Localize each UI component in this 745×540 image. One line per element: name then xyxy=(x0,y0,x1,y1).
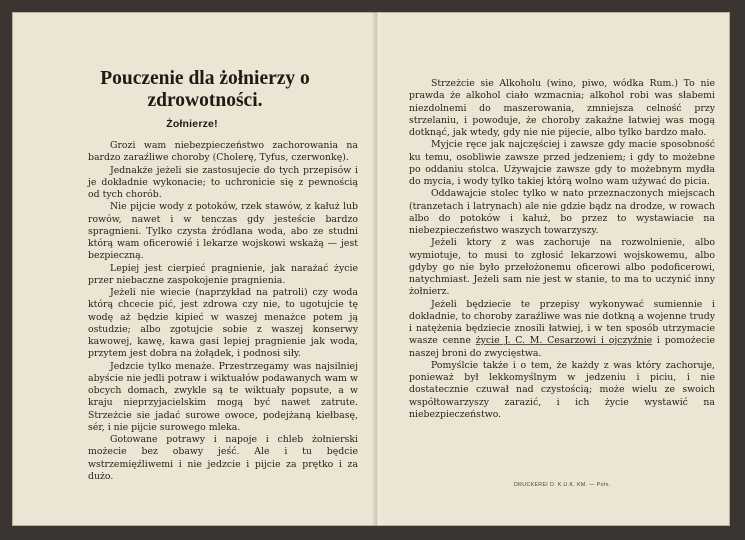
document-title: Pouczenie dla żołnierzy o zdrowotności. xyxy=(100,68,310,111)
paragraph: Jednakże jeżeli sie zastosujecie do tych przepisów i je dokładnie wykonacie; to uchronicie się z pewnością od tych chorób. xyxy=(88,164,358,200)
underlined-phrase: życie J. C. M. Cesarzowi i ojczyźnie xyxy=(475,335,653,347)
paragraph: Strzeżcie sie Alkoholu (wino, piwo, wódka Rum.) To nie prawda że alkohol ciało wzmacnia; alkohol robi was słabemi niezdolnemi do maszerowania, zmniejsza celność przy strzelaniu, i powoduje, że choroby zakaźne łatwiej was mogą dotknąć, jak wtedy, gdy nie nie pijecie, albo tylko bardzo mało. xyxy=(409,78,715,138)
right-body xyxy=(409,78,715,421)
paragraph: Jedzcie tylko menaże. Przestrzegamy was najsilniej abyście nie jedli potraw i wiktuałów podawanych wam w obcych domach, zwykle są te wiktuały popsute, a w kraju nieprzyjacielskim mogą być nawet zatrute. Strzeżcie sie jadać surowe owoce, podejżaną kiełbasę, sér, i nie pijcie surowego mleka. xyxy=(88,360,358,433)
paragraph: Jeżeli ktory z was zachoruje na rozwolnienie, albo wymiotuje, to musi to zgłosić lekarzowi wojskowemu, albo gdyby go nie było przełożonemu oficerowi albo podoficerowi, natychmiast. Jeżeli sam nie jest w stanie, to ma to uczynić inny żołnierz. xyxy=(409,237,715,298)
paragraph: Pomyślcie także i o tem, że każdy z was który zachoruje, ponieważ był lekkomyślnym w jedzeniu i piciu, i nie dostatecznie czuwał nad czystością; może wielu ze swoich współtowarzyszy zarazić, i ich życie wystawić na niebezpieczeństwo. xyxy=(409,359,715,420)
paragraph-text: i pomożecie naszej broni do zwycięstwa. xyxy=(409,335,715,359)
right-page xyxy=(382,12,730,526)
left-page xyxy=(12,12,372,526)
document-sheet xyxy=(12,12,730,526)
printer-imprint: DRUCKEREI D. K.U.K. KM. — Poln. xyxy=(514,482,611,488)
paragraph: Lepiej jest cierpieć pragnienie, jak narażać życie przer niebaczne zaspokojenie pragnienia. xyxy=(88,262,358,286)
paragraph: Grozi wam niebezpieczeństwo zachorowania na bardzo zaraźliwe choroby (Cholerę, Tyfus, czerwonkę). xyxy=(88,140,358,164)
paragraph: Oddawajcie stolec tylko w nato przeznaczonych miejscach (tranzetach i latrynach) ale nie gdzie bądz na drodze, w rowach albo do potoków i kałuż, bo przez to wystawiacie na niebezpieczeństwo waszych towarzyszy. xyxy=(409,188,715,236)
paragraph xyxy=(409,299,715,360)
page-fold xyxy=(372,12,382,526)
document-subtitle: Żołnierze! xyxy=(166,118,218,130)
paragraph-text: Jeżeli będziecie te przepisy wykonywać sumiennie i dokładnie, to choroby zaraźliwe was nie dotkną a wojenne trudy i natężenia będziecie znosili łatwiej, i w ten sposób utrzymacie wasze cenne xyxy=(409,298,715,347)
paragraph: Gotowane potrawy i napoje i chleb żołnierski możecie bez obawy jeść. Ale i tu będcie wstrzemięźliwemi i nie jedzcie i pijcie za prętko i za dużo. xyxy=(88,434,358,482)
paragraph: Nie pijcie wody z potoków, rzek stawów, z kałuż lub rowów, nawet i w tenczas gdy jesteście bardzo spragnieni. Tylko czysta źródlana woda, abo ze studni którą wam oficerowié i lekarze wojskowi wskażą — jest bezpieczną. xyxy=(88,201,358,262)
left-body xyxy=(88,140,358,483)
paragraph: Jeżeli nie wiecie (naprzykład na patroli) czy woda którą chcecie pić, jest zdrowa czy nie, to ugotujcie tę wodę aż będzie kipieć w waszej menażce potem ją ostudzie; albo zgotujcie sobie z waszej konserwy kawowej, kawę, kawa gasi lepiej pragnienie jak woda, przytem jest dobra na żołądek, i podnosi siły. xyxy=(88,287,358,360)
paragraph: Myjcie ręce jak najczęściej i zawsze gdy macie sposobność ku temu, osobliwie zawsze przed jedzeniem; i gdy to możebne po oddaniu stolca. Używajcie zawsze gdy to możebnym mydła do mycia, i wody tylko takiej którą wolno wam używać do picia. xyxy=(409,139,715,187)
